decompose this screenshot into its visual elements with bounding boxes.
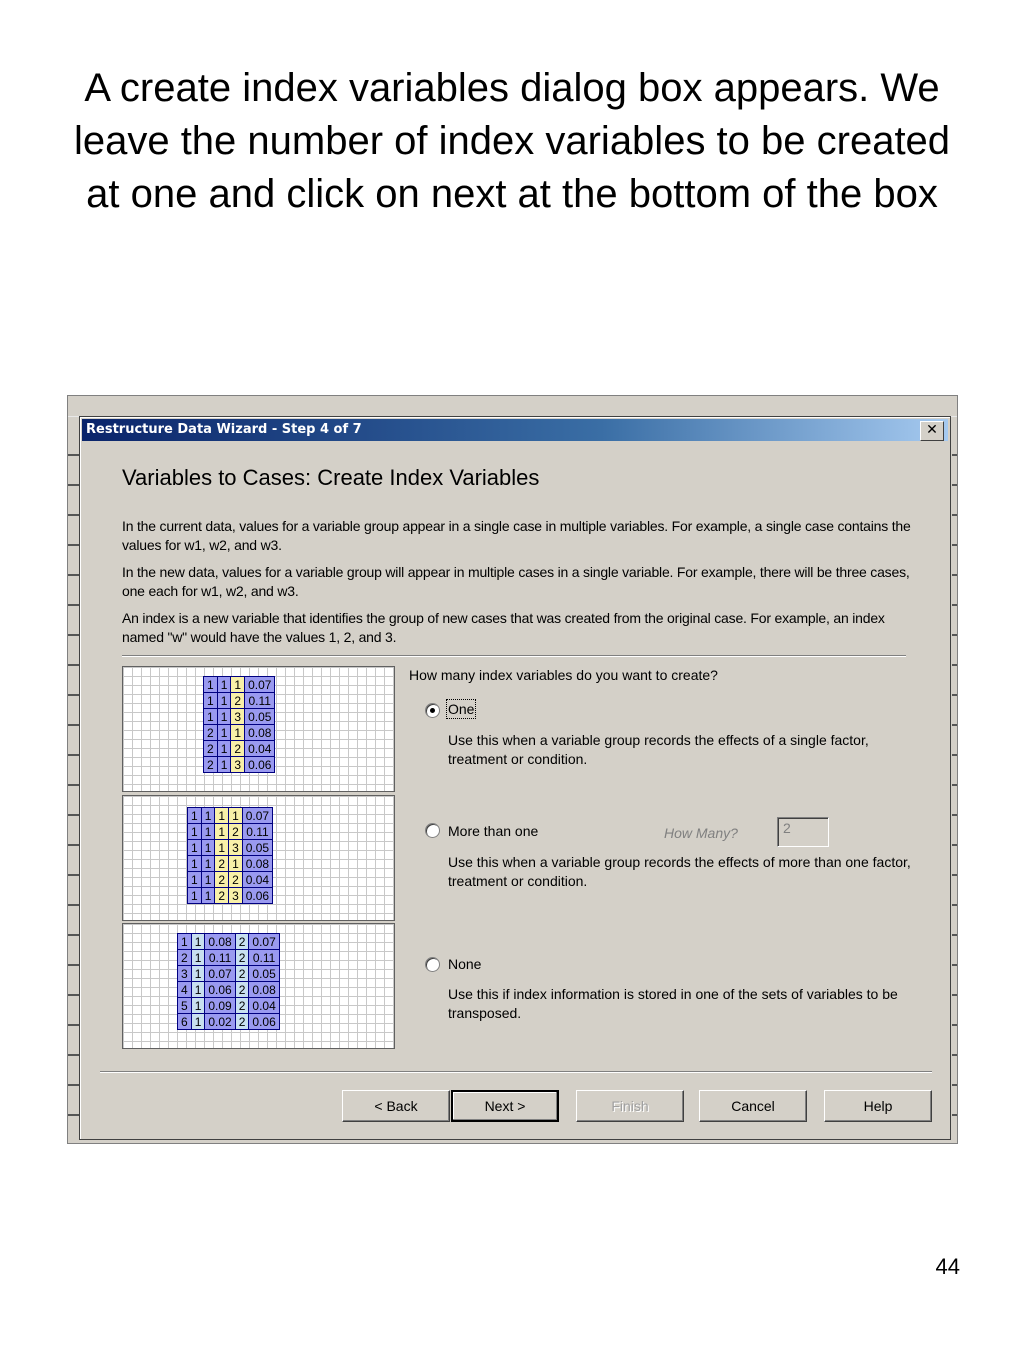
illustration-cell: 0.05 [245,709,275,725]
back-button[interactable]: < Back [342,1090,450,1122]
slide-page-number: 44 [935,1254,960,1279]
radio-more-than-one[interactable] [425,823,440,838]
illustration-cell: 1 [229,856,243,872]
illustration-cell: 0.06 [205,982,235,998]
illustration-cell: 1 [215,824,229,840]
illustration-cell: 0.07 [249,934,279,950]
illustration-row [204,741,275,757]
illustration-row [178,934,280,950]
illustration-cell: 1 [217,693,231,709]
illustration-cell: 5 [178,998,192,1014]
option-one-description: Use this when a variable group records the effects of a single factor, treatment or condition. [448,732,869,767]
illustration-row [204,709,275,725]
illustration-cell: 2 [204,757,218,773]
slide-caption: A create index variables dialog box appears. We leave the number of index variables to be created at one and click on next at the bottom of the box [73,66,951,216]
dialog-title: Restructure Data Wizard - Step 4 of 7 [86,422,362,437]
illustration-cell: 1 [217,677,231,693]
illustration-cell: 1 [217,757,231,773]
illustration-row [178,950,280,966]
illustration-cell: 1 [217,741,231,757]
illustration-cell: 3 [178,966,192,982]
illustration-cell: 2 [178,950,192,966]
close-icon: ✕ [926,422,938,438]
description-paragraph-3: An index is a new variable that identifies the group of new cases that was created from the original case. For example, an index named "w" would have the values 1, 2, and 3. [122,610,885,645]
radio-none[interactable] [425,957,440,972]
illustration-cell: 1 [191,966,205,982]
illustration-cell: 0.11 [242,824,272,840]
page-heading: Variables to Cases: Create Index Variables [122,465,540,490]
illustration-cell: 2 [229,872,243,888]
illustration-cell: 3 [231,757,245,773]
illustration-cell: 2 [235,934,249,950]
illustration-cell: 1 [188,808,202,824]
background-row-strip-right [952,426,957,1141]
illustration-cell: 1 [231,725,245,741]
illustration-row [188,840,273,856]
option-one-label[interactable]: One [448,701,475,717]
option-none-label[interactable]: None [448,956,482,972]
illustration-cell: 0.11 [245,693,275,709]
illustration-panel-3 [122,923,395,1049]
illustration-cell: 1 [188,888,202,904]
illustration-cell: 0.05 [242,840,272,856]
illustration-cell: 0.04 [242,872,272,888]
illustration-cell: 2 [231,741,245,757]
illustration-cell: 2 [229,824,243,840]
illustration-cell: 4 [178,982,192,998]
illustration-cell: 0.05 [249,966,279,982]
radio-one[interactable] [425,703,440,718]
illustration-panel-1 [122,666,395,792]
illustration-row [178,998,280,1014]
illustration-table-1 [203,676,275,773]
illustration-cell: 1 [217,709,231,725]
illustration-cell: 1 [204,677,218,693]
close-button[interactable] [920,421,944,441]
illustration-cell: 2 [204,725,218,741]
illustration-row [178,1014,280,1030]
illustration-cell: 2 [235,982,249,998]
illustration-cell: 1 [188,856,202,872]
illustration-cell: 1 [204,709,218,725]
illustration-cell: 2 [215,888,229,904]
illustration-cell: 3 [229,840,243,856]
illustration-cell: 1 [188,824,202,840]
illustration-cell: 2 [215,872,229,888]
illustration-row [178,966,280,982]
illustration-cell: 2 [235,1014,249,1030]
illustration-cell: 1 [191,998,205,1014]
illustration-cell: 1 [201,872,215,888]
illustration-cell: 1 [188,840,202,856]
how-many-label: How Many? [664,825,738,841]
description-paragraph-1: In the current data, values for a variable group appear in a single case in multiple variables. For example, a single case contains the values for w1, w2, and w3. [122,518,911,553]
illustration-cell: 0.06 [249,1014,279,1030]
separator-bottom [100,1071,932,1073]
illustration-row [188,888,273,904]
illustration-cell: 0.06 [245,757,275,773]
illustration-cell: 1 [201,856,215,872]
illustration-cell: 2 [215,856,229,872]
illustration-row [204,677,275,693]
illustration-cell: 2 [204,741,218,757]
illustration-cell: 3 [229,888,243,904]
next-button[interactable]: Next > [451,1090,559,1122]
illustration-cell: 1 [201,888,215,904]
illustration-row [188,872,273,888]
illustration-cell: 0.08 [249,982,279,998]
illustration-cell: 1 [201,808,215,824]
illustration-cell: 1 [191,950,205,966]
illustration-cell: 0.11 [249,950,279,966]
illustration-table-3 [177,933,280,1030]
illustration-cell: 0.04 [245,741,275,757]
illustration-cell: 0.07 [242,808,272,824]
illustration-row [188,824,273,840]
illustration-cell: 0.08 [245,725,275,741]
illustration-cell: 0.07 [205,966,235,982]
illustration-cell: 0.08 [205,934,235,950]
illustration-row [188,856,273,872]
illustration-cell: 1 [204,693,218,709]
illustration-cell: 1 [215,840,229,856]
help-button[interactable]: Help [824,1090,932,1122]
illustration-cell: 1 [178,934,192,950]
illustration-cell: 3 [231,709,245,725]
illustration-cell: 0.11 [205,950,235,966]
illustration-cell: 1 [191,934,205,950]
illustration-panel-2 [122,795,395,921]
illustration-row [178,982,280,998]
separator-top [122,655,906,657]
illustration-cell: 1 [231,677,245,693]
illustration-cell: 1 [201,824,215,840]
illustration-cell: 6 [178,1014,192,1030]
illustration-cell: 2 [235,950,249,966]
illustration-cell: 2 [235,966,249,982]
finish-button[interactable]: Finish [576,1090,684,1122]
dialog-title-bar [82,419,948,441]
illustration-cell: 0.04 [249,998,279,1014]
restructure-data-wizard-dialog [79,416,951,1140]
illustration-row [204,693,275,709]
illustration-cell: 0.08 [242,856,272,872]
illustration-row [204,725,275,741]
illustration-cell: 1 [217,725,231,741]
illustration-cell: 1 [188,872,202,888]
illustration-cell: 1 [229,808,243,824]
illustration-cell: 1 [215,808,229,824]
illustration-row [204,757,275,773]
illustration-cell: 0.09 [205,998,235,1014]
illustration-cell: 2 [235,998,249,1014]
illustration-cell: 1 [201,840,215,856]
how-many-input[interactable]: 2 [777,817,829,847]
illustration-cell: 0.07 [245,677,275,693]
illustration-row [188,808,273,824]
option-more-than-one-label[interactable]: More than one [448,823,539,839]
illustration-cell: 1 [191,982,205,998]
option-none-description: Use this if index information is stored in one of the sets of variables to be transposed. [448,986,898,1021]
illustration-table-2 [187,807,273,904]
option-more-than-one-description: Use this when a variable group records the effects of more than one factor, treatment or condition. [448,854,911,889]
index-count-question: How many index variables do you want to create? [409,667,718,683]
illustration-cell: 2 [231,693,245,709]
cancel-button[interactable]: Cancel [699,1090,807,1122]
illustration-cell: 0.02 [205,1014,235,1030]
background-menu-bar [68,402,957,417]
illustration-cell: 1 [191,1014,205,1030]
description-paragraph-2: In the new data, values for a variable group will appear in multiple cases in a single variable. For example, there will be three cases, one each for w1, w2, and w3. [122,564,910,599]
illustration-cell: 0.06 [242,888,272,904]
